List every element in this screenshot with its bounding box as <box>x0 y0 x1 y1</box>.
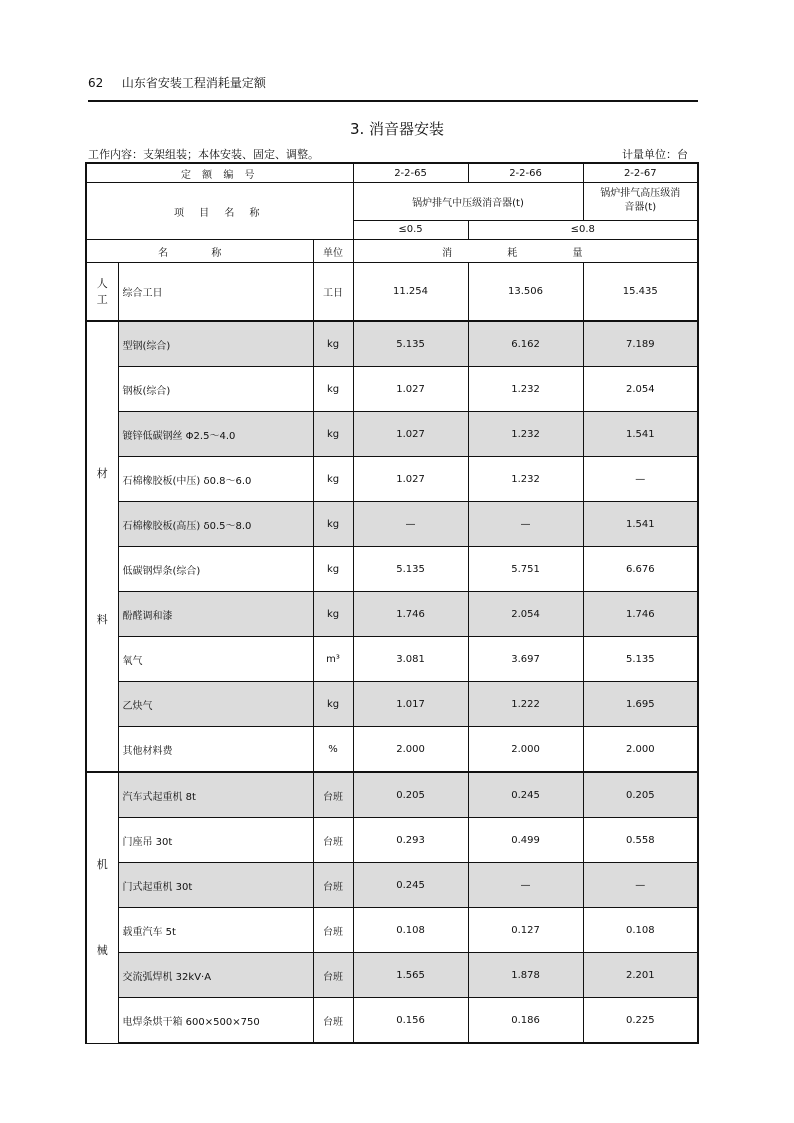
table-row <box>86 592 698 637</box>
value-col-3: — <box>583 457 698 502</box>
value-col-1: 1.746 <box>353 592 468 637</box>
item-name: 门座吊 30t <box>118 818 313 863</box>
code-1: 2-2-65 <box>353 163 468 183</box>
value-col-2: 0.499 <box>468 818 583 863</box>
value-col-2: 0.127 <box>468 908 583 953</box>
value-col-2: 6.162 <box>468 321 583 367</box>
value-col-3: 1.541 <box>583 502 698 547</box>
header-rule <box>88 100 698 102</box>
category-char: 人 <box>96 276 108 290</box>
value-col-1: 5.135 <box>353 547 468 592</box>
table-row <box>86 547 698 592</box>
item-unit: kg <box>313 367 353 412</box>
code-2: 2-2-66 <box>468 163 583 183</box>
item-unit: kg <box>313 502 353 547</box>
item-name: 电焊条烘干箱 600×500×750 <box>118 998 313 1044</box>
item-unit: kg <box>313 321 353 367</box>
table-row <box>86 412 698 457</box>
item-unit: 台班 <box>313 998 353 1044</box>
value-col-2: — <box>468 502 583 547</box>
page-number: 62 <box>88 76 104 90</box>
value-col-3: 1.541 <box>583 412 698 457</box>
code-row <box>86 163 698 183</box>
value-col-2: 2.054 <box>468 592 583 637</box>
table-row <box>86 367 698 412</box>
col-unit: 单位 <box>313 240 353 263</box>
item-unit: 台班 <box>313 818 353 863</box>
category-char: 料 <box>96 612 108 626</box>
item-unit: m³ <box>313 637 353 682</box>
value-col-3: 15.435 <box>583 263 698 322</box>
table-row <box>86 682 698 727</box>
category-char: 机 <box>96 857 108 871</box>
value-col-1: 1.027 <box>353 457 468 502</box>
item-mid: 锅炉排气中压级消音器(t) <box>353 183 583 221</box>
item-unit: kg <box>313 412 353 457</box>
item-unit: 台班 <box>313 863 353 908</box>
column-header-row <box>86 240 698 263</box>
code-label: 定 额 编 号 <box>86 163 353 183</box>
item-name: 氧气 <box>118 637 313 682</box>
value-col-3: 2.000 <box>583 727 698 773</box>
value-col-1: 1.027 <box>353 367 468 412</box>
category-char: 械 <box>96 943 108 957</box>
item-name: 酚醛调和漆 <box>118 592 313 637</box>
value-col-2: 13.506 <box>468 263 583 322</box>
value-col-2: 1.878 <box>468 953 583 998</box>
value-col-2: 1.222 <box>468 682 583 727</box>
value-col-1: 0.293 <box>353 818 468 863</box>
value-col-1: 11.254 <box>353 263 468 322</box>
book-title: 山东省安装工程消耗量定额 <box>121 76 266 90</box>
value-col-2: 1.232 <box>468 412 583 457</box>
table-row <box>86 772 698 818</box>
item-unit: 工日 <box>313 263 353 322</box>
table-row <box>86 637 698 682</box>
item-name: 其他材料费 <box>118 727 313 773</box>
table-row <box>86 818 698 863</box>
table-row <box>86 457 698 502</box>
table-row <box>86 998 698 1044</box>
item-unit: kg <box>313 682 353 727</box>
value-col-2: 5.751 <box>468 547 583 592</box>
item-unit: kg <box>313 547 353 592</box>
value-col-1: 5.135 <box>353 321 468 367</box>
value-col-1: — <box>353 502 468 547</box>
value-col-3: 2.054 <box>583 367 698 412</box>
value-col-2: 1.232 <box>468 367 583 412</box>
work-content: 工作内容：支架组装；本体安装、固定、调整。 <box>88 148 319 161</box>
value-col-3: 2.201 <box>583 953 698 998</box>
value-col-3: 0.108 <box>583 908 698 953</box>
table-row <box>86 953 698 998</box>
item-name: 综合工日 <box>118 263 313 322</box>
value-col-1: 0.156 <box>353 998 468 1044</box>
value-col-2: 0.245 <box>468 772 583 818</box>
value-col-3: 1.746 <box>583 592 698 637</box>
category-char: 工 <box>96 292 108 306</box>
value-col-2: — <box>468 863 583 908</box>
item-name: 门式起重机 30t <box>118 863 313 908</box>
value-col-2: 3.697 <box>468 637 583 682</box>
code-3: 2-2-67 <box>583 163 698 183</box>
item-label: 项 目 名 称 <box>86 183 353 240</box>
value-col-3: 7.189 <box>583 321 698 367</box>
table-row <box>86 727 698 773</box>
value-col-1: 2.000 <box>353 727 468 773</box>
item-name: 乙炔气 <box>118 682 313 727</box>
value-col-3: 0.225 <box>583 998 698 1044</box>
item-unit: 台班 <box>313 953 353 998</box>
value-col-2: 1.232 <box>468 457 583 502</box>
measure-unit: 计量单位：台 <box>622 148 688 161</box>
item-high: 锅炉排气高压级消音器(t) <box>583 183 698 221</box>
value-col-3: 0.558 <box>583 818 698 863</box>
value-col-2: 0.186 <box>468 998 583 1044</box>
material-category <box>86 321 118 772</box>
value-col-1: 1.027 <box>353 412 468 457</box>
category-char: 材 <box>96 466 108 480</box>
table-row <box>86 263 698 322</box>
item-name: 低碳钢焊条(综合) <box>118 547 313 592</box>
value-col-1: 1.565 <box>353 953 468 998</box>
spec-2: ≤0.8 <box>468 220 698 239</box>
value-col-2: 2.000 <box>468 727 583 773</box>
value-col-3: 1.695 <box>583 682 698 727</box>
item-name: 载重汽车 5t <box>118 908 313 953</box>
item-name: 石棉橡胶板(中压) δ0.8～6.0 <box>118 457 313 502</box>
item-name: 钢板(综合) <box>118 367 313 412</box>
section-title: 3. 消音器安装 <box>349 120 445 138</box>
item-unit: 台班 <box>313 908 353 953</box>
table-row <box>86 321 698 367</box>
value-col-3: 6.676 <box>583 547 698 592</box>
labor-category <box>86 263 118 322</box>
item-name: 石棉橡胶板(高压) δ0.5～8.0 <box>118 502 313 547</box>
value-col-1: 0.108 <box>353 908 468 953</box>
item-name: 交流弧焊机 32kV·A <box>118 953 313 998</box>
table-row <box>86 502 698 547</box>
value-col-1: 0.205 <box>353 772 468 818</box>
item-name: 镀锌低碳钢丝 Φ2.5～4.0 <box>118 412 313 457</box>
item-name: 汽车式起重机 8t <box>118 772 313 818</box>
value-col-1: 1.017 <box>353 682 468 727</box>
value-col-3: 5.135 <box>583 637 698 682</box>
col-name: 名 称 <box>86 240 313 263</box>
col-consumption: 消 耗 量 <box>353 240 698 263</box>
item-unit: % <box>313 727 353 773</box>
table-row <box>86 908 698 953</box>
table-row <box>86 863 698 908</box>
value-col-1: 3.081 <box>353 637 468 682</box>
quota-table <box>85 162 699 1044</box>
item-unit: 台班 <box>313 772 353 818</box>
spec-1: ≤0.5 <box>353 220 468 239</box>
page-header <box>88 74 266 91</box>
machine-category <box>86 772 118 1043</box>
value-col-1: 0.245 <box>353 863 468 908</box>
item-name: 型钢(综合) <box>118 321 313 367</box>
item-row <box>86 183 698 221</box>
item-unit: kg <box>313 592 353 637</box>
value-col-3: — <box>583 863 698 908</box>
item-unit: kg <box>313 457 353 502</box>
value-col-3: 0.205 <box>583 772 698 818</box>
